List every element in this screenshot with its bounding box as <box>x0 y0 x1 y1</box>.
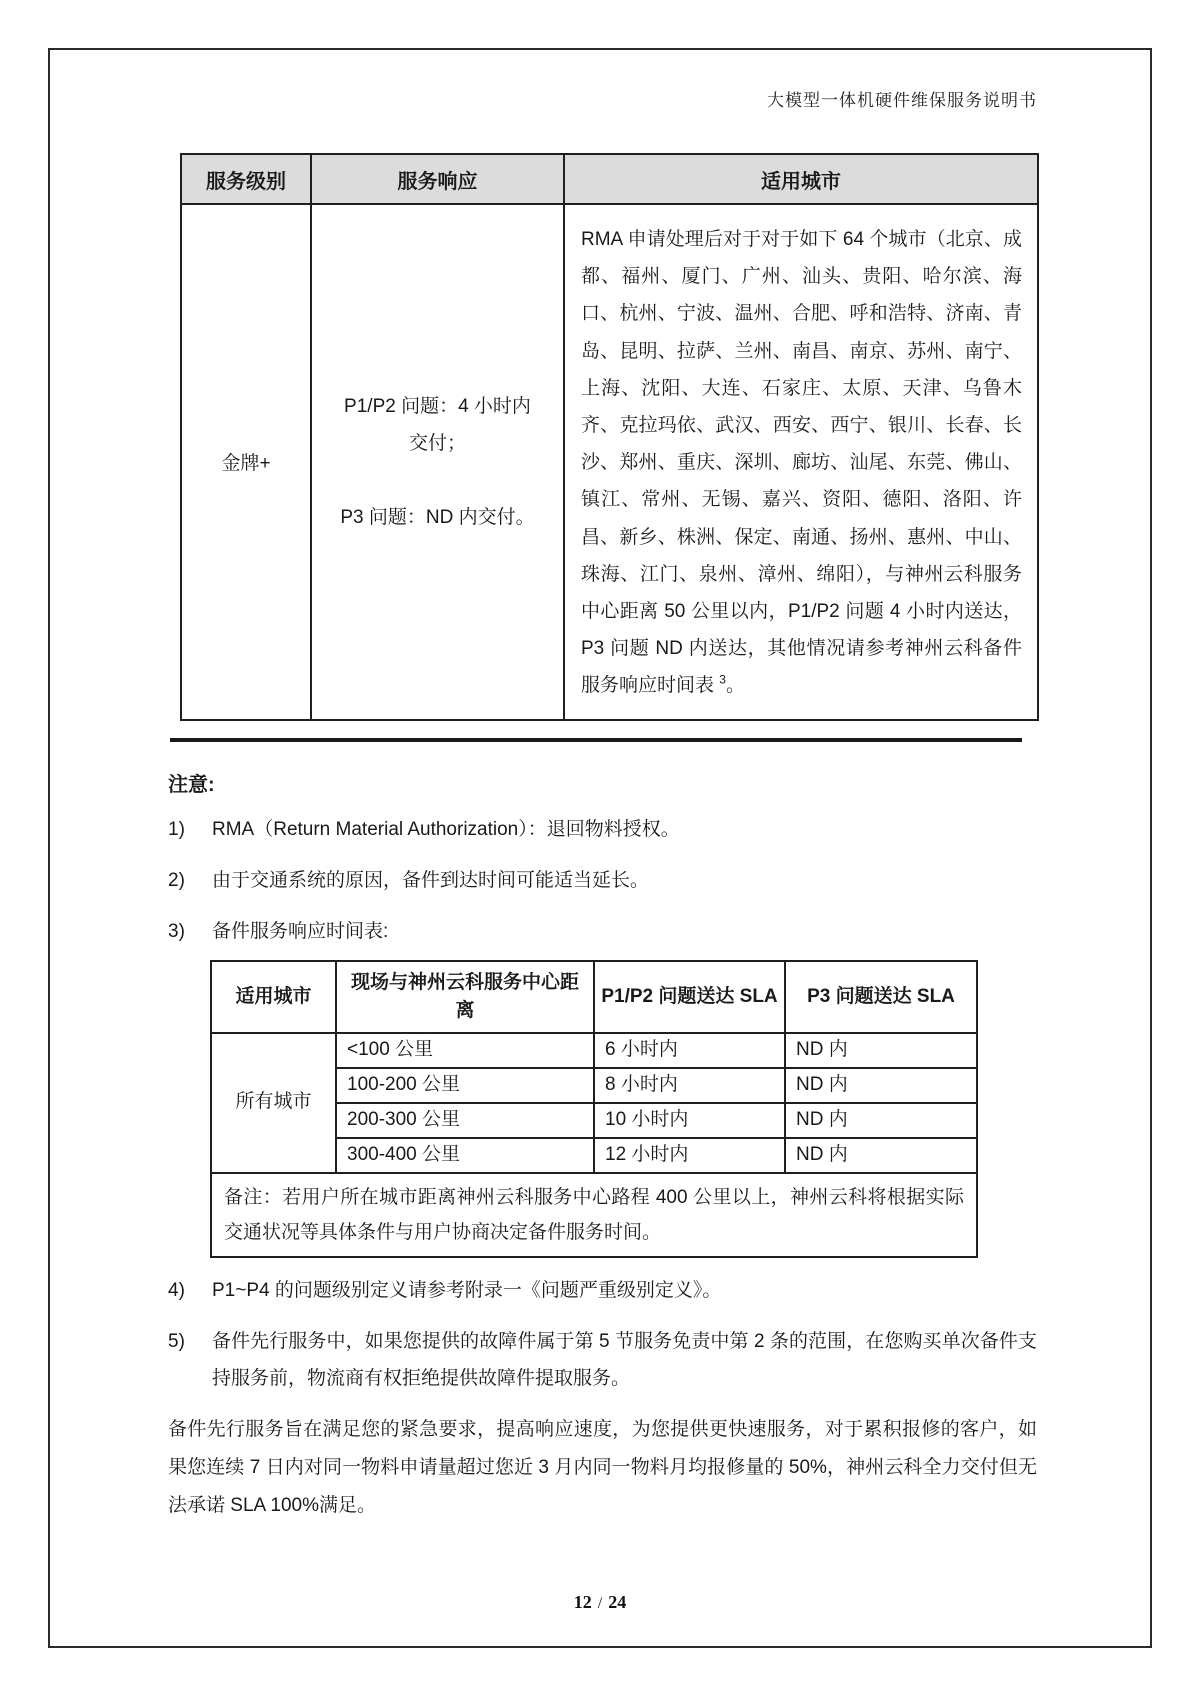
cities-text-suffix: 。 <box>725 675 745 697</box>
response-p3: P3 问题：ND 内交付。 <box>340 506 535 528</box>
service-table-row <box>181 204 1038 720</box>
closing-paragraph: 备件先行服务旨在满足您的紧急要求，提高响应速度，为您提供更快速服务，对于累积报修的客户，如果您连续 7 日内对同一物料申请量超过您近 3 月内同一物料月均报修量的 50%，神州云科全力交付但无法承诺 SLA 100%满足。 <box>168 1418 1037 1516</box>
note-text: 备件先行服务中，如果您提供的故障件属于第 5 节服务免责中第 2 条的范围，在您购买单次备件支持服务前，物流商有权拒绝提供故障件提取服务。 <box>212 1330 1037 1389</box>
sla-distance-cell: <100 公里 <box>336 1033 594 1068</box>
service-table-header-response: 服务响应 <box>311 154 564 204</box>
response-p1p2: P1/P2 问题：4 小时内交付； <box>344 395 531 454</box>
sla-note-row <box>211 1173 977 1257</box>
note-item-5 <box>168 1323 1037 1397</box>
page-number-current: 12 <box>573 1592 592 1612</box>
service-table-header-level: 服务级别 <box>181 154 311 204</box>
service-level-cell: 金牌+ <box>181 204 311 720</box>
sla-city-scope-cell: 所有城市 <box>211 1033 336 1173</box>
note-text: P1~P4 的问题级别定义请参考附录一《问题严重级别定义》。 <box>212 1279 722 1301</box>
service-level-table <box>180 153 1039 721</box>
sla-table-header-row <box>211 961 977 1033</box>
document-header-title: 大模型一体机硬件维保服务说明书 <box>767 91 1037 110</box>
sla-p1p2-cell: 8 小时内 <box>594 1068 785 1103</box>
page-number <box>0 1592 1200 1613</box>
service-response-cell <box>311 204 564 720</box>
note-item-3 <box>168 913 1037 950</box>
sla-row-1 <box>211 1033 977 1068</box>
note-number: 1) <box>168 818 185 840</box>
cities-text: RMA 申请处理后对于对于如下 64 个城市（北京、成都、福州、厦门、广州、汕头、贵阳、哈尔滨、海口、杭州、宁波、温州、合肥、呼和浩特、济南、青岛、昆明、拉萨、兰州、南昌、南京、苏州、南宁、上海、沈阳、大连、石家庄、太原、天津、乌鲁木齐、克拉玛依、武汉、西安、西宁、银川、长春、长沙、郑州、重庆、深圳、廊坊、汕尾、东莞、佛山、镇江、常州、无锡、嘉兴、资阳、德阳、洛阳、许昌、新乡、株洲、保定、南通、扬州、惠州、中山、珠海、江门、泉州、漳州、绵阳），与神州云科服务中心距离 50 公里以内，P1/P2 问题 4 小时内送达，P3 问题 ND 内送达，其他情况请参考神州云科备件服务响应时间表 <box>581 229 1022 697</box>
sla-p1p2-cell: 10 小时内 <box>594 1103 785 1138</box>
sla-p3-cell: ND 内 <box>785 1138 977 1173</box>
page-content <box>168 0 1037 1525</box>
sla-header-p3: P3 问题送达 SLA <box>785 961 977 1033</box>
note-item-2 <box>168 862 1037 899</box>
page-number-separator: / <box>597 1595 603 1612</box>
sla-distance-cell: 300-400 公里 <box>336 1138 594 1173</box>
sla-p3-cell: ND 内 <box>785 1068 977 1103</box>
note-text: RMA（Return Material Authorization）：退回物料授权。 <box>212 818 680 840</box>
response-gap <box>340 462 535 499</box>
sla-table-note: 备注：若用户所在城市距离神州云科服务中心路程 400 公里以上，神州云科将根据实际交通状况等具体条件与用户协商决定备件服务时间。 <box>211 1173 977 1257</box>
note-number: 2) <box>168 869 185 891</box>
spare-parts-sla-table <box>210 960 978 1258</box>
note-number: 4) <box>168 1279 185 1301</box>
note-text: 备件服务响应时间表: <box>212 920 389 942</box>
service-table-header-row <box>181 154 1038 204</box>
sla-header-city: 适用城市 <box>211 961 336 1033</box>
note-item-1 <box>168 811 1037 848</box>
sla-distance-cell: 200-300 公里 <box>336 1103 594 1138</box>
section-divider-rule <box>170 738 1022 742</box>
note-text: 由于交通系统的原因，备件到达时间可能适当延长。 <box>212 869 650 891</box>
footnote-superscript: 3 <box>719 673 726 688</box>
sla-p3-cell: ND 内 <box>785 1103 977 1138</box>
service-table-header-cities: 适用城市 <box>564 154 1038 204</box>
sla-header-p1p2: P1/P2 问题送达 SLA <box>594 961 785 1033</box>
page-number-total: 24 <box>608 1592 627 1612</box>
sla-p1p2-cell: 6 小时内 <box>594 1033 785 1068</box>
note-item-4 <box>168 1272 1037 1309</box>
applicable-cities-cell <box>564 204 1038 720</box>
note-number: 5) <box>168 1330 185 1352</box>
notes-heading: 注意: <box>168 773 215 796</box>
note-number: 3) <box>168 920 185 942</box>
sla-p1p2-cell: 12 小时内 <box>594 1138 785 1173</box>
sla-p3-cell: ND 内 <box>785 1033 977 1068</box>
sla-header-distance: 现场与神州云科服务中心距离 <box>336 961 594 1033</box>
sla-distance-cell: 100-200 公里 <box>336 1068 594 1103</box>
